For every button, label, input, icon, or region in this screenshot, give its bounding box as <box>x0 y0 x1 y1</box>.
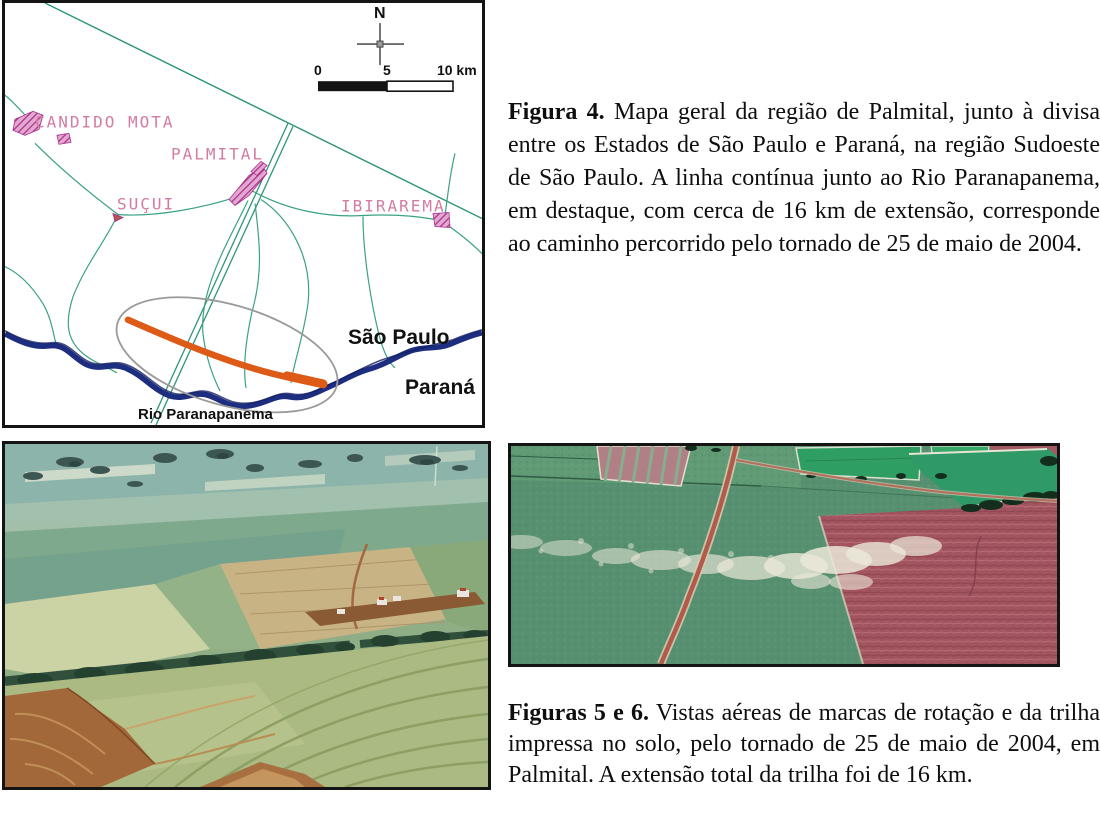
north-arrow-icon <box>357 23 404 65</box>
label-parana: Paraná <box>405 375 476 399</box>
label-ibirarema: IBIRAREMA <box>341 196 446 216</box>
scale-5: 5 <box>383 62 391 79</box>
north-arrow-label: N <box>374 5 386 23</box>
figures56-caption-label: Figuras 5 e 6. <box>508 700 650 726</box>
label-sao-paulo: São Paulo <box>348 325 450 349</box>
figures56-caption <box>508 698 1100 791</box>
figure4-caption-text: Mapa geral da região de Palmital, junto à divisa entre os Estados de São Paulo e Paraná, na região Sudoeste de São Paulo. A linha contínua junto ao Rio Paranapanema, em destaque, com cerca de 16 km de extensão, corresponde ao caminho percorrido pelo tornado de 25 de maio de 2004. <box>508 99 1100 257</box>
figure4-caption <box>508 96 1100 261</box>
map-canvas <box>5 3 482 425</box>
terraced-field <box>597 446 691 486</box>
label-candido-mota: CANDIDO MOTA <box>35 112 175 132</box>
scale-10km: 10 km <box>437 62 477 79</box>
scale-bar <box>314 62 477 91</box>
aerial-photo-tornado-trail <box>511 446 1057 664</box>
figures56-caption-text: Vistas aéreas de marcas de rotação e da trilha impressa no solo, pelo tornado de 25 de maio de 2004, em Palmital. A extensão total da trilha foi de 16 km. <box>508 700 1100 788</box>
figure4-map <box>2 0 485 428</box>
scale-0: 0 <box>314 62 322 79</box>
label-palmital: PALMITAL <box>171 144 264 164</box>
railway-double-line <box>151 123 293 425</box>
aerial-photo-rotation-marks <box>5 444 488 787</box>
highway-line <box>45 3 482 219</box>
label-rio-paranapanema: Rio Paranapanema <box>138 405 273 423</box>
figure5-photo <box>2 441 491 790</box>
figure4-caption-label: Figura 4. <box>508 99 605 125</box>
label-sucui: SUÇUI <box>117 194 176 214</box>
figure6-photo <box>508 443 1060 667</box>
